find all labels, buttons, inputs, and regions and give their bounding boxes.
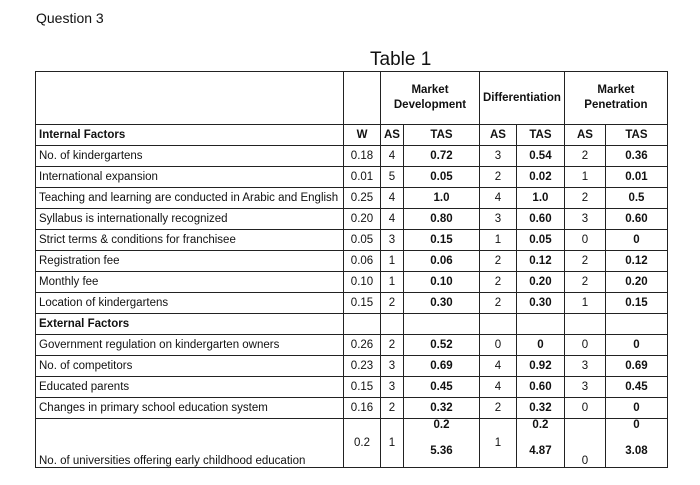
empty-cell bbox=[403, 314, 479, 335]
as-diff-cell: 0 bbox=[479, 335, 516, 356]
col-label-as-md: AS bbox=[381, 125, 404, 146]
as-diff-cell: 1 bbox=[479, 230, 516, 251]
section-internal-label: Internal Factors bbox=[36, 125, 344, 146]
tas-diff-cell: 0 bbox=[516, 335, 564, 356]
tas-md-cell: 0.52 bbox=[403, 335, 479, 356]
table-row bbox=[36, 377, 668, 398]
table-row bbox=[36, 398, 668, 419]
weight-cell: 0.23 bbox=[344, 356, 381, 377]
tas-mp-cell: 0.69 bbox=[605, 356, 667, 377]
as-mp-cell: 2 bbox=[564, 272, 605, 293]
tas-diff-cell: 0.60 bbox=[516, 377, 564, 398]
table-row bbox=[36, 272, 668, 293]
as-diff-cell: 1 bbox=[479, 419, 516, 468]
tas-mp-cell: 0.20 bbox=[605, 272, 667, 293]
tas-diff-cell: 0.12 bbox=[516, 251, 564, 272]
empty-cell bbox=[381, 314, 404, 335]
tas-md-cell: 0.45 bbox=[403, 377, 479, 398]
as-mp-cell: 2 bbox=[564, 251, 605, 272]
factor-cell: Location of kindergartens bbox=[36, 293, 344, 314]
header-empty-w bbox=[344, 72, 381, 125]
weight-cell: 0.2 bbox=[344, 419, 381, 468]
factor-cell: Changes in primary school education system bbox=[36, 398, 344, 419]
tas-mp-cell-total: 3.08 bbox=[625, 445, 648, 457]
tas-mp-cell: 0.01 bbox=[605, 167, 667, 188]
tas-mp-cell: 0.45 bbox=[605, 377, 667, 398]
weight-cell: 0.25 bbox=[344, 188, 381, 209]
as-md-cell: 2 bbox=[381, 398, 404, 419]
tas-md-cell: 0.05 bbox=[403, 167, 479, 188]
tas-diff-cell-value: 0.2 bbox=[532, 419, 549, 431]
tas-mp-cell-value: 0 bbox=[633, 419, 640, 431]
factor-cell: Strict terms & conditions for franchisee bbox=[36, 230, 344, 251]
tas-md-cell bbox=[403, 419, 479, 468]
table-row bbox=[36, 167, 668, 188]
empty-cell bbox=[344, 314, 381, 335]
factor-cell: Educated parents bbox=[36, 377, 344, 398]
as-md-cell: 1 bbox=[381, 419, 404, 468]
as-mp-cell: 0 bbox=[564, 398, 605, 419]
weight-cell: 0.06 bbox=[344, 251, 381, 272]
col-label-as-diff: AS bbox=[479, 125, 516, 146]
tas-md-cell: 0.69 bbox=[403, 356, 479, 377]
header-empty-factor bbox=[36, 72, 344, 125]
table-row bbox=[36, 209, 668, 230]
tas-diff-cell: 0.02 bbox=[516, 167, 564, 188]
tas-md-cell: 0.80 bbox=[403, 209, 479, 230]
factor-cell: Government regulation on kindergarten owners bbox=[36, 335, 344, 356]
tas-diff-cell: 1.0 bbox=[516, 188, 564, 209]
tas-mp-cell: 0.5 bbox=[605, 188, 667, 209]
as-mp-cell: 2 bbox=[564, 146, 605, 167]
section-external-label: External Factors bbox=[36, 314, 344, 335]
as-md-cell: 1 bbox=[381, 272, 404, 293]
table-title: Table 1 bbox=[370, 49, 432, 70]
weight-cell: 0.15 bbox=[344, 293, 381, 314]
col-label-tas-diff: TAS bbox=[516, 125, 564, 146]
header-market-penetration: Market Penetration bbox=[564, 72, 667, 125]
as-diff-cell: 4 bbox=[479, 377, 516, 398]
as-md-cell: 4 bbox=[381, 209, 404, 230]
header-differentiation: Differentiation bbox=[479, 72, 564, 125]
as-mp-cell: 3 bbox=[564, 356, 605, 377]
tas-mp-cell: 0.15 bbox=[605, 293, 667, 314]
as-md-cell: 3 bbox=[381, 230, 404, 251]
tas-diff-cell: 0.54 bbox=[516, 146, 564, 167]
tas-md-cell: 0.72 bbox=[403, 146, 479, 167]
tas-md-cell-value: 0.2 bbox=[433, 419, 450, 431]
as-diff-cell: 2 bbox=[479, 293, 516, 314]
factor-cell: No. of universities offering early childhood education bbox=[36, 419, 344, 468]
weight-cell: 0.20 bbox=[344, 209, 381, 230]
tas-md-cell: 0.15 bbox=[403, 230, 479, 251]
table-row bbox=[36, 335, 668, 356]
table-row bbox=[36, 146, 668, 167]
weight-cell: 0.05 bbox=[344, 230, 381, 251]
table-row bbox=[36, 188, 668, 209]
as-mp-cell: 0 bbox=[564, 335, 605, 356]
tas-diff-cell-total: 4.87 bbox=[529, 445, 552, 457]
as-diff-cell: 4 bbox=[479, 188, 516, 209]
factor-cell: International expansion bbox=[36, 167, 344, 188]
as-diff-cell: 2 bbox=[479, 251, 516, 272]
tas-md-cell: 1.0 bbox=[403, 188, 479, 209]
col-label-w: W bbox=[344, 125, 381, 146]
empty-cell bbox=[479, 314, 516, 335]
as-diff-cell: 3 bbox=[479, 146, 516, 167]
empty-cell bbox=[605, 314, 667, 335]
tas-mp-cell bbox=[605, 419, 667, 468]
as-diff-cell: 4 bbox=[479, 356, 516, 377]
tas-diff-cell: 0.20 bbox=[516, 272, 564, 293]
factor-cell: No. of competitors bbox=[36, 356, 344, 377]
table-row bbox=[36, 251, 668, 272]
tas-diff-cell bbox=[516, 419, 564, 468]
factor-cell: Monthly fee bbox=[36, 272, 344, 293]
as-md-cell: 2 bbox=[381, 293, 404, 314]
weight-cell: 0.18 bbox=[344, 146, 381, 167]
tas-diff-cell: 0.92 bbox=[516, 356, 564, 377]
empty-cell bbox=[564, 314, 605, 335]
question-label: Question 3 bbox=[36, 10, 104, 26]
factor-cell: No. of kindergartens bbox=[36, 146, 344, 167]
factor-cell: Teaching and learning are conducted in Arabic and English bbox=[36, 188, 344, 209]
header-market-development: Market Development bbox=[381, 72, 480, 125]
tas-diff-cell: 0.60 bbox=[516, 209, 564, 230]
tas-mp-cell: 0 bbox=[605, 398, 667, 419]
as-diff-cell: 2 bbox=[479, 398, 516, 419]
as-md-cell: 4 bbox=[381, 146, 404, 167]
as-mp-cell: 3 bbox=[564, 209, 605, 230]
tas-md-cell: 0.30 bbox=[403, 293, 479, 314]
as-diff-cell: 3 bbox=[479, 209, 516, 230]
factor-cell: Registration fee bbox=[36, 251, 344, 272]
tas-mp-cell: 0.12 bbox=[605, 251, 667, 272]
internal-factors-row bbox=[36, 125, 668, 146]
weight-cell: 0.10 bbox=[344, 272, 381, 293]
tas-diff-cell: 0.32 bbox=[516, 398, 564, 419]
empty-cell bbox=[516, 314, 564, 335]
table-header-row bbox=[36, 72, 668, 125]
as-md-cell: 1 bbox=[381, 251, 404, 272]
as-mp-cell: 0 bbox=[564, 230, 605, 251]
as-md-cell: 5 bbox=[381, 167, 404, 188]
tas-md-cell: 0.10 bbox=[403, 272, 479, 293]
external-factors-row bbox=[36, 314, 668, 335]
col-label-as-mp: AS bbox=[564, 125, 605, 146]
tas-diff-cell: 0.05 bbox=[516, 230, 564, 251]
qspm-table bbox=[35, 71, 668, 468]
table-row-last bbox=[36, 419, 668, 468]
as-md-cell: 3 bbox=[381, 377, 404, 398]
as-mp-cell: 1 bbox=[564, 167, 605, 188]
tas-diff-cell: 0.30 bbox=[516, 293, 564, 314]
table-row bbox=[36, 293, 668, 314]
weight-cell: 0.26 bbox=[344, 335, 381, 356]
as-md-cell: 3 bbox=[381, 356, 404, 377]
tas-md-cell: 0.06 bbox=[403, 251, 479, 272]
tas-md-cell-total: 5.36 bbox=[430, 445, 453, 457]
tas-mp-cell: 0 bbox=[605, 335, 667, 356]
tas-mp-cell: 0.60 bbox=[605, 209, 667, 230]
weight-cell: 0.01 bbox=[344, 167, 381, 188]
weight-cell: 0.16 bbox=[344, 398, 381, 419]
as-mp-cell: 0 bbox=[564, 419, 605, 468]
as-mp-cell: 3 bbox=[564, 377, 605, 398]
table-row bbox=[36, 230, 668, 251]
col-label-tas-mp: TAS bbox=[605, 125, 667, 146]
weight-cell: 0.15 bbox=[344, 377, 381, 398]
as-mp-cell: 1 bbox=[564, 293, 605, 314]
as-md-cell: 4 bbox=[381, 188, 404, 209]
as-diff-cell: 2 bbox=[479, 167, 516, 188]
col-label-tas-md: TAS bbox=[403, 125, 479, 146]
as-md-cell: 2 bbox=[381, 335, 404, 356]
as-mp-cell: 2 bbox=[564, 188, 605, 209]
factor-cell: Syllabus is internationally recognized bbox=[36, 209, 344, 230]
tas-md-cell: 0.32 bbox=[403, 398, 479, 419]
tas-mp-cell: 0 bbox=[605, 230, 667, 251]
as-diff-cell: 2 bbox=[479, 272, 516, 293]
tas-mp-cell: 0.36 bbox=[605, 146, 667, 167]
table-row bbox=[36, 356, 668, 377]
